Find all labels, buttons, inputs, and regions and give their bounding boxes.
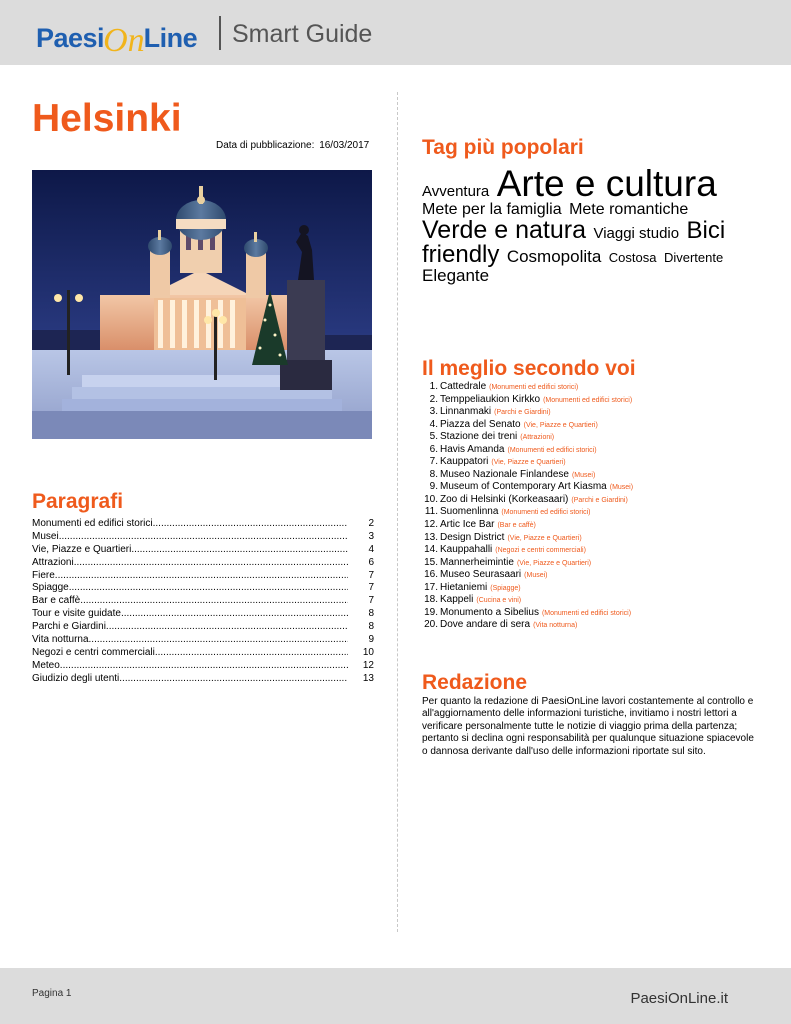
best-item-number: 17. <box>424 581 438 593</box>
toc-item-label: Tour e visite guidate <box>32 608 121 620</box>
toc-item[interactable] <box>32 570 374 583</box>
best-list-item[interactable] <box>422 532 772 545</box>
toc-item-label: Musei <box>32 530 59 542</box>
toc-leader-dots <box>59 531 348 544</box>
best-item-category: (Vie, Piazze e Quartieri) <box>491 459 566 467</box>
best-item-number: 12. <box>424 519 438 531</box>
toc-leader-dots <box>80 595 348 608</box>
toc-item[interactable] <box>32 531 374 544</box>
best-list-item[interactable] <box>422 469 772 482</box>
toc-item[interactable] <box>32 582 374 595</box>
best-list-item[interactable] <box>422 456 772 469</box>
best-item-name: Museo Nazionale Finlandese <box>440 468 569 480</box>
header-title: Smart Guide <box>232 20 373 48</box>
best-item-number: 9. <box>429 481 438 493</box>
best-item-category: (Monumenti ed edifici storici) <box>501 509 591 517</box>
best-list-item[interactable] <box>422 419 772 432</box>
logo-text-on: On <box>103 22 145 59</box>
best-item-number: 2. <box>429 393 438 405</box>
toc-leader-dots <box>69 582 348 595</box>
best-item-category: (Cucina e vini) <box>476 597 522 605</box>
best-list-item[interactable] <box>422 394 772 407</box>
tag-item[interactable]: Costosa <box>608 250 657 265</box>
paragrafi-heading: Paragrafi <box>32 490 124 513</box>
best-list-item[interactable] <box>422 431 772 444</box>
toc-leader-dots <box>106 621 348 634</box>
best-item-name: Hietaniemi <box>440 581 488 593</box>
best-item-name: Artic Ice Bar <box>440 519 495 531</box>
best-item-name: Mannerheimintie <box>440 556 514 568</box>
best-item-number: 13. <box>424 531 438 543</box>
best-item-number: 20. <box>424 619 438 631</box>
best-item-number: 18. <box>424 594 438 606</box>
best-item-number: 16. <box>424 569 438 581</box>
toc-item-page: 12 <box>362 659 374 671</box>
toc-item-page: 10 <box>362 646 374 658</box>
toc-leader-dots <box>153 518 348 531</box>
tag-item[interactable]: Avventura <box>422 183 490 200</box>
best-item-name: Dove andare di sera <box>440 619 531 631</box>
paragrafi-toc <box>32 518 374 686</box>
best-list-item[interactable] <box>422 619 772 632</box>
best-item-category: (Attrazioni) <box>520 434 555 442</box>
tag-item[interactable]: Arte e cultura <box>496 163 717 204</box>
best-item-name: Monumento a Sibelius <box>440 606 539 618</box>
toc-item-label: Meteo <box>32 659 60 671</box>
best-item-category: (Parchi e Giardini) <box>571 496 628 504</box>
best-item-category: (Monumenti ed edifici storici) <box>541 609 632 617</box>
toc-item-page: 2 <box>368 518 374 529</box>
tag-item[interactable]: Cosmopolita <box>506 247 602 266</box>
best-list-item[interactable] <box>422 594 772 607</box>
page-title: Helsinki <box>32 97 182 140</box>
best-item-name: Kappeli <box>440 594 474 606</box>
best-item-category: (Monumenti ed edifici storici) <box>543 396 633 404</box>
best-item-name: Kauppahalli <box>440 544 493 556</box>
toc-item-label: Parchi e Giardini <box>32 621 106 633</box>
best-item-number: 8. <box>429 468 438 480</box>
best-item-category: (Vie, Piazze e Quartieri) <box>516 559 592 567</box>
toc-item-label: Monumenti ed edifici storici <box>32 518 153 529</box>
best-item-number: 6. <box>429 443 438 455</box>
toc-leader-dots <box>60 660 348 673</box>
logo-text-paesi: Paesi <box>36 23 105 53</box>
toc-leader-dots <box>89 634 348 647</box>
column-separator <box>397 92 398 932</box>
toc-item-label: Vita notturna <box>32 634 89 646</box>
toc-item[interactable] <box>32 595 374 608</box>
best-list-item[interactable] <box>422 506 772 519</box>
best-item-number: 1. <box>429 381 438 392</box>
best-item-name: Linnanmaki <box>440 406 492 418</box>
toc-item-page: 4 <box>368 543 374 555</box>
best-item-name: Piazza del Senato <box>440 418 521 430</box>
best-item-number: 11. <box>424 506 438 518</box>
best-list-item[interactable] <box>422 582 772 595</box>
tag-item[interactable]: Elegante <box>422 266 490 285</box>
publication-date <box>214 140 369 151</box>
best-item-category: (Musei) <box>524 572 548 580</box>
toc-item-page: 8 <box>368 608 374 620</box>
paesionline-logo[interactable] <box>36 14 198 59</box>
best-item-category: (Vie, Piazze e Quartieri) <box>507 534 582 542</box>
redazione-text: Per quanto la redazione di PaesiOnLine lavori costantemente al controllo e all'aggiornamento delle informazioni turistiche, invitiamo i nostri lettori a verificare personalmente tutte le notizie di viaggio prima della partenza; pertanto si declina ogni responsabilità per qualunque situazione spiacevole o dannosa derivante dall'uso delle informazioni riportate sul sito. <box>422 696 754 757</box>
helsinki-cathedral-photo <box>32 170 372 439</box>
header-band <box>0 0 791 65</box>
best-item-category: (Spiagge) <box>490 584 521 592</box>
toc-leader-dots <box>121 608 348 621</box>
best-heading: Il meglio secondo voi <box>422 357 636 380</box>
best-item-number: 15. <box>424 556 438 568</box>
toc-item[interactable] <box>32 621 374 634</box>
best-item-name: Temppeliaukion Kirkko <box>440 393 541 405</box>
toc-item-label: Bar e caffè <box>32 595 81 607</box>
toc-item-label: Spiagge <box>32 582 69 594</box>
best-item-category: (Negozi e centri commerciali) <box>495 547 586 555</box>
toc-leader-dots <box>74 557 348 570</box>
toc-item[interactable] <box>32 647 374 660</box>
toc-leader-dots <box>55 570 348 583</box>
best-item-number: 10. <box>424 493 438 505</box>
footer-band <box>0 968 791 1024</box>
best-item-number: 4. <box>429 418 438 430</box>
best-item-number: 14. <box>424 544 438 556</box>
best-item-name: Suomenlinna <box>440 506 499 518</box>
best-list-item[interactable] <box>422 381 772 394</box>
cathedral-illustration <box>32 170 372 439</box>
tags-heading: Tag più popolari <box>422 136 584 159</box>
best-item-category: (Vita notturna) <box>533 622 578 630</box>
tag-item[interactable]: Mete per la famiglia <box>422 201 562 218</box>
best-item-name: Stazione dei treni <box>440 431 518 443</box>
best-item-number: 7. <box>429 456 438 468</box>
best-list-item[interactable] <box>422 481 772 494</box>
toc-leader-dots <box>119 673 348 686</box>
best-list <box>422 381 772 632</box>
best-item-name: Zoo di Helsinki (Korkeasaari) <box>440 493 569 505</box>
best-list-item[interactable] <box>422 494 772 507</box>
toc-item-page: 6 <box>368 556 374 568</box>
best-list-item[interactable] <box>422 557 772 570</box>
footer-site-link[interactable]: PaesiOnLine.it <box>630 990 728 1007</box>
toc-item-label: Negozi e centri commerciali <box>32 646 155 658</box>
tag-cloud <box>422 165 757 285</box>
best-item-category: (Bar e caffè) <box>497 522 536 530</box>
tag-item[interactable]: Bici friendly <box>422 217 726 268</box>
best-item-name: Cattedrale <box>440 381 487 392</box>
tag-item[interactable]: Verde e natura <box>422 216 587 244</box>
header-divider <box>219 16 221 50</box>
toc-item-page: 7 <box>368 569 374 581</box>
toc-item[interactable] <box>32 660 374 673</box>
best-item-name: Design District <box>440 531 505 543</box>
toc-item[interactable] <box>32 544 374 557</box>
tag-item[interactable]: Viaggi studio <box>593 225 680 242</box>
toc-leader-dots <box>155 647 348 660</box>
best-list-item[interactable] <box>422 444 772 457</box>
toc-item-label: Giudizio degli utenti <box>32 672 120 684</box>
best-item-category: (Musei) <box>571 471 596 479</box>
toc-item[interactable] <box>32 518 374 531</box>
toc-item-label: Vie, Piazze e Quartieri <box>32 543 132 555</box>
toc-leader-dots <box>131 544 348 557</box>
publication-label: Data di pubblicazione: <box>216 140 315 151</box>
best-list-item[interactable] <box>422 569 772 582</box>
best-list-item[interactable] <box>422 519 772 532</box>
page-number: Pagina 1 <box>32 988 72 999</box>
best-item-category: (Parchi e Giardini) <box>494 409 551 417</box>
best-item-category: (Vie, Piazze e Quartieri) <box>523 421 598 429</box>
best-item-name: Havis Amanda <box>440 443 505 455</box>
best-item-category: (Monumenti ed edifici storici) <box>489 384 579 391</box>
toc-item-page: 9 <box>368 634 374 646</box>
best-item-name: Museum of Contemporary Art Kiasma <box>440 481 607 493</box>
toc-item-page: 13 <box>362 672 374 684</box>
toc-item[interactable] <box>32 608 374 621</box>
best-item-name: Kauppatori <box>440 456 489 468</box>
best-item-number: 5. <box>429 431 438 443</box>
tag-item[interactable]: Mete romantiche <box>569 201 689 218</box>
publication-value: 16/03/2017 <box>319 140 370 151</box>
toc-item-page: 3 <box>368 530 374 542</box>
best-item-category: (Monumenti ed edifici storici) <box>507 446 597 454</box>
toc-item-page: 7 <box>368 582 374 594</box>
best-list-item[interactable] <box>422 544 772 557</box>
logo-text-line: Line <box>143 23 198 53</box>
best-item-category: (Musei) <box>609 484 634 492</box>
best-list-item[interactable] <box>422 406 772 419</box>
best-item-name: Museo Seurasaari <box>440 569 522 581</box>
tag-item[interactable]: Divertente <box>663 250 724 265</box>
toc-item[interactable] <box>32 673 374 686</box>
best-item-number: 3. <box>429 406 438 418</box>
toc-item[interactable] <box>32 634 374 647</box>
toc-item-page: 8 <box>368 621 374 633</box>
toc-item[interactable] <box>32 557 374 570</box>
redazione-heading: Redazione <box>422 671 528 694</box>
best-list-item[interactable] <box>422 607 772 620</box>
best-item-number: 19. <box>424 606 438 618</box>
toc-item-page: 7 <box>368 595 374 607</box>
toc-item-label: Fiere <box>32 569 55 581</box>
toc-item-label: Attrazioni <box>32 556 74 568</box>
